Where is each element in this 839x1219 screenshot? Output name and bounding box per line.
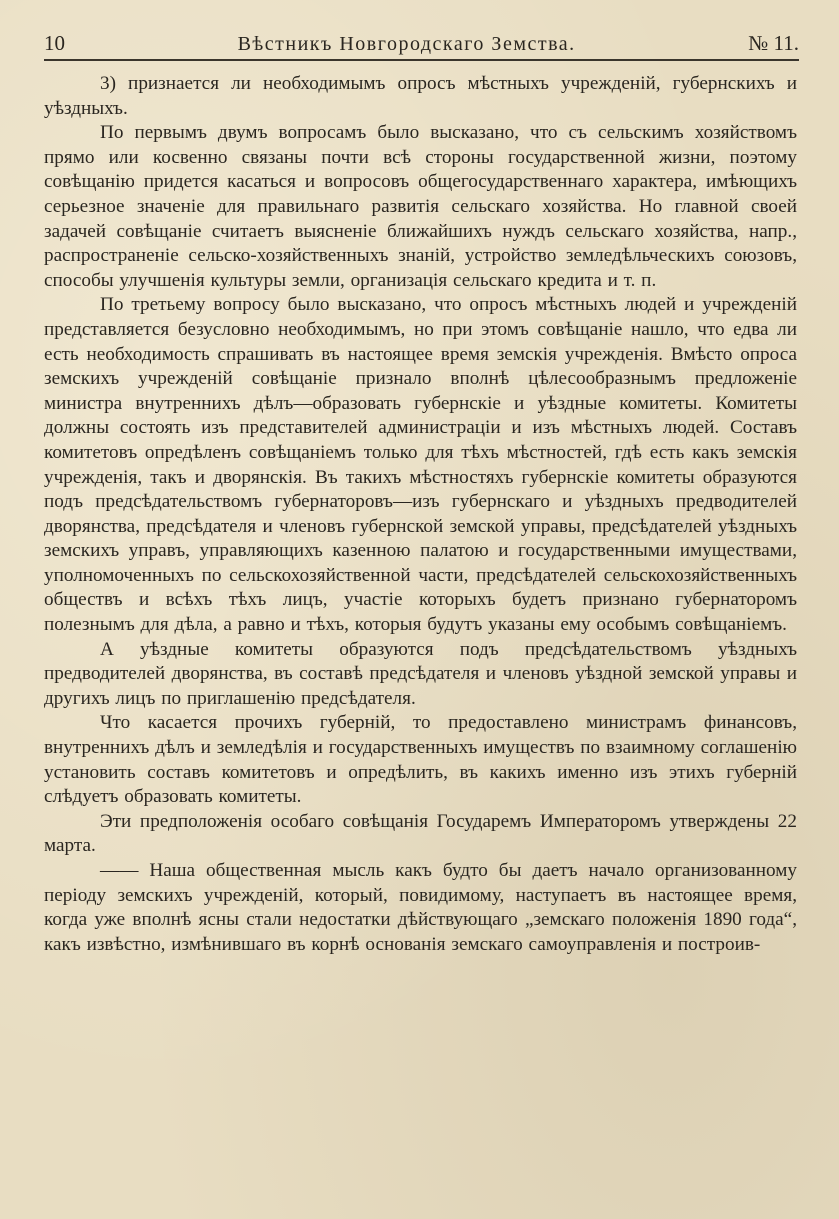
article-body [44,72,797,957]
paragraph: Эти предположенія особаго совѣщанія Государемъ Императоромъ утверждены 22 марта. [44,810,797,857]
paragraph: По третьему вопросу было высказано, что опросъ мѣстныхъ людей и учрежденій представляется безусловно необходимымъ, но при этомъ совѣщаніе нашло, что едва ли есть необходимость спрашивать въ настоящее время земскія учрежденія. Вмѣсто опроса земскихъ учрежденій совѣщаніе признало вполнѣ цѣлесообразнымъ предложеніе министра внутреннихъ дѣлъ—образовать губернскіе и уѣздные комитеты. Комитеты должны состоять изъ представителей администраціи и изъ мѣстныхъ людей. Составъ комитетовъ опредѣленъ совѣщаніемъ только для тѣхъ мѣстностей, гдѣ есть какъ земскія учрежденія, такъ и дворянскія. Въ такихъ мѣстностяхъ губернскіе комитеты образуются подъ предсѣдательствомъ губернаторовъ—изъ губернскаго и уѣздныхъ предводителей дворянства, предсѣдателя и членовъ губернской земской управы, предсѣдателей уѣздныхъ земскихъ управъ, управляющихъ казенною палатою и государственными имуществами, уполномоченныхъ по сельскохозяйственной части, предсѣдателей сельскохозяйственныхъ обществъ и всѣхъ тѣхъ лицъ, участіе которыхъ будетъ признано губернаторомъ полезнымъ для дѣла, а равно и тѣхъ, которыя будутъ указаны ему особымъ совѣщаніемъ. [44,294,797,636]
paragraph: По первымъ двумъ вопросамъ было высказано, что съ сельскимъ хозяйствомъ прямо или косвенно связаны почти всѣ стороны государственной жизни, поэтому совѣщанію придется касаться и вопросовъ общегосударственнаго характера, имѣющихъ серьезное значеніе для правильнаго развитія сельскаго хозяйства. Но главной своей задачей совѣщаніе считаетъ выясненіе ближайшихъ нуждъ сельскаго хозяйства, напр., распространеніе сельско-хозяйственныхъ знаній, устройство земледѣльческихъ союзовъ, способы улучшенія культуры земли, организація сельскаго кредита и т. п. [44,122,797,291]
paragraph: Что касается прочихъ губерній, то предоставлено министрамъ финансовъ, внутреннихъ дѣлъ и земледѣлія и государственныхъ имуществъ по взаимному соглашенію установить составъ комитетовъ и опредѣлить, въ какихъ именно изъ этихъ губерній слѣдуетъ образовать комитеты. [44,712,797,808]
paragraph: —— Наша общественная мысль какъ будто бы даетъ начало организованному періоду земскихъ учрежденій, который, повидимому, наступаетъ въ настоящее время, когда уже вполнѣ ясны стали недостатки дѣйствующаго „земскаго положенія 1890 года“, какъ извѣстно, измѣнившаго въ корнѣ основанія земскаго самоуправленія и построив- [44,860,797,955]
page-number: 10 [44,31,65,55]
running-header [44,30,799,60]
issue-number: № 11. [748,31,799,55]
paragraph: А уѣздные комитеты образуются подъ предсѣдательствомъ уѣздныхъ предводителей дворянства, въ составѣ предсѣдателя и членовъ уѣздной земской управы и другихъ лицъ по приглашенію предсѣдателя. [44,638,797,709]
paragraph: 3) признается ли необходимымъ опросъ мѣстныхъ учрежденій, губернскихъ и уѣздныхъ. [44,73,797,119]
journal-title: Вѣстникъ Новгородскаго Земства. [237,33,576,55]
header-rule [44,59,799,61]
